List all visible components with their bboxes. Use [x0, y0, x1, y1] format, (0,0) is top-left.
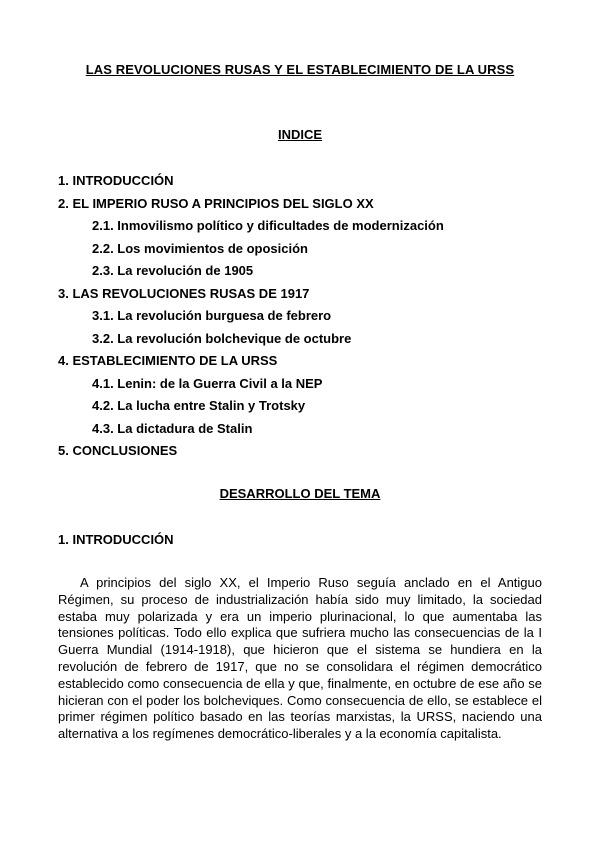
toc-subitem: 3.1. La revolución burguesa de febrero — [92, 308, 332, 323]
toc-subitem: 3.2. La revolución bolchevique de octubre — [92, 330, 352, 346]
development-heading: DESARROLLO DEL TEMA — [219, 486, 381, 501]
toc-subitem: 2.2. Los movimientos de oposición — [92, 240, 308, 256]
toc-subitem: 4.1. Lenin: de la Guerra Civil a la NEP — [92, 375, 323, 391]
toc-subitem: 2.1. Inmovilismo político y dificultades de modernización — [92, 218, 444, 233]
toc-subitem: 4.2. La lucha entre Stalin y Trotsky — [92, 398, 306, 413]
toc-item: 4. ESTABLECIMIENTO DE LA URSS — [58, 353, 278, 368]
index-heading: INDICE — [277, 127, 323, 142]
toc-item: 3. LAS REVOLUCIONES RUSAS DE 1917 — [58, 285, 310, 301]
table-of-contents — [58, 170, 558, 463]
toc-item: 5. CONCLUSIONES — [58, 443, 178, 458]
intro-paragraph: A principios del siglo XX, el Imperio Ruso seguía anclado en el Antiguo Régimen, su proceso de industrialización había sido muy limitado, la sociedad estaba muy polarizada y era un imperio plurinacional, lo que aumentaba las tensiones políticas. Todo ello explica que sufriera mucho las consecuencias de la I Guerra Mundial (1914-1918), que hicieron que el sistema se hundiera en la revolución de febrero de 1917, que no se consolidara el régimen democrático establecido como consecuencia de ella y que, finalmente, en octubre de ese año se hicieran con el poder los bolcheviques. Como consecuencia de ello, se establece el primer régimen político basado en las teorías marxistas, la URSS, naciendo una alternativa a los regímenes democrático-liberales y a la economía capitalista. — [58, 575, 542, 742]
toc-item: 2. EL IMPERIO RUSO A PRINCIPIOS DEL SIGLO XX — [58, 195, 374, 211]
document-title: LAS REVOLUCIONES RUSAS Y EL ESTABLECIMIENTO DE LA URSS — [85, 62, 515, 77]
toc-subitem: 2.3. La revolución de 1905 — [92, 263, 254, 278]
section-heading: 1. INTRODUCCIÓN — [58, 532, 174, 547]
toc-subitem: 4.3. La dictadura de Stalin — [92, 420, 253, 436]
toc-item: 1. INTRODUCCIÓN — [58, 173, 174, 188]
